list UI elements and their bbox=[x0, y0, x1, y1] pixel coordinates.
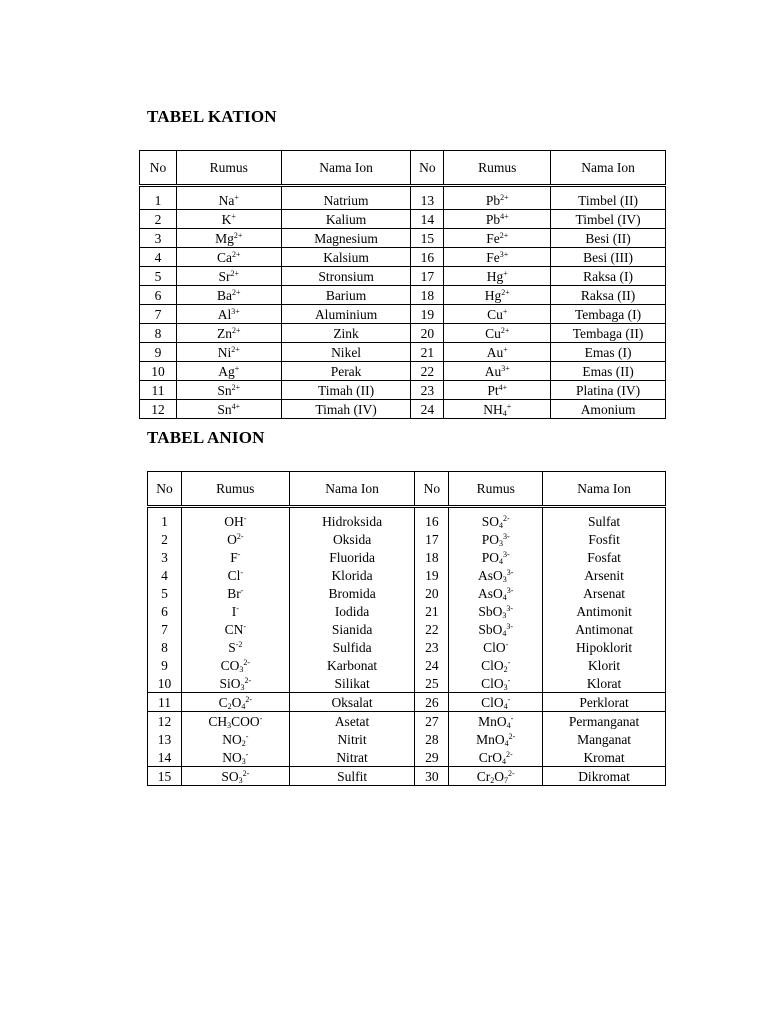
anion-cell-nama-ion: Sulfit bbox=[289, 767, 415, 786]
anion-header-rumus: Rumus bbox=[449, 472, 543, 507]
kation-cell-no: 21 bbox=[411, 343, 444, 362]
anion-cell-nama-ion: Dikromat bbox=[543, 767, 666, 786]
anion-cell-rumus: CrO$_4^{2-}$ bbox=[449, 748, 543, 767]
kation-table-title: TABEL KATION bbox=[147, 107, 277, 126]
anion-cell-rumus: Br- bbox=[181, 584, 289, 602]
table-row bbox=[148, 656, 666, 674]
anion-cell-nama-ion: Klorat bbox=[543, 674, 666, 693]
kation-cell-no: 9 bbox=[140, 343, 177, 362]
kation-table bbox=[139, 150, 666, 419]
kation-cell-nama-ion: Timah (IV) bbox=[281, 400, 411, 419]
kation-cell-no: 14 bbox=[411, 210, 444, 229]
kation-cell-no: 18 bbox=[411, 286, 444, 305]
anion-cell-rumus: $C_2O_4^{2-}$ bbox=[181, 693, 289, 712]
kation-cell-no: 20 bbox=[411, 324, 444, 343]
anion-cell-rumus: $CH_3COO^-$ bbox=[181, 712, 289, 731]
anion-cell-no: 19 bbox=[415, 566, 449, 584]
anion-cell-nama-ion: Klorit bbox=[543, 656, 666, 674]
anion-cell-no: 3 bbox=[148, 548, 182, 566]
table-row bbox=[140, 186, 666, 210]
anion-cell-rumus: ClO$_3$- bbox=[449, 674, 543, 693]
anion-cell-no: 1 bbox=[148, 507, 182, 531]
anion-cell-no: 21 bbox=[415, 602, 449, 620]
kation-cell-rumus: Hg+ bbox=[444, 267, 551, 286]
kation-cell-no: 1 bbox=[140, 186, 177, 210]
anion-cell-rumus: F- bbox=[181, 548, 289, 566]
anion-cell-no: 7 bbox=[148, 620, 182, 638]
kation-cell-nama-ion: Aluminium bbox=[281, 305, 411, 324]
anion-cell-rumus: $SO_3^{2-}$ bbox=[181, 767, 289, 786]
anion-cell-no: 25 bbox=[415, 674, 449, 693]
kation-cell-no: 19 bbox=[411, 305, 444, 324]
kation-cell-nama-ion: Amonium bbox=[551, 400, 666, 419]
table-row bbox=[148, 620, 666, 638]
anion-table bbox=[147, 471, 666, 786]
anion-cell-nama-ion: Bromida bbox=[289, 584, 415, 602]
kation-header-no: No bbox=[140, 151, 177, 186]
kation-cell-rumus: $Au^{3+}$ bbox=[444, 362, 551, 381]
anion-cell-nama-ion: Manganat bbox=[543, 730, 666, 748]
anion-header-no: No bbox=[415, 472, 449, 507]
table-row bbox=[148, 638, 666, 656]
kation-header-no: No bbox=[411, 151, 444, 186]
table-row bbox=[148, 730, 666, 748]
kation-cell-no: 4 bbox=[140, 248, 177, 267]
anion-cell-no: 15 bbox=[148, 767, 182, 786]
anion-cell-nama-ion: Karbonat bbox=[289, 656, 415, 674]
kation-cell-rumus: $Al^{3+}$ bbox=[176, 305, 281, 324]
table-row bbox=[140, 343, 666, 362]
anion-cell-rumus: MnO$_4^{2-}$ bbox=[449, 730, 543, 748]
kation-cell-rumus: $Pt^{4+}$ bbox=[444, 381, 551, 400]
kation-cell-rumus: Au+ bbox=[444, 343, 551, 362]
kation-cell-rumus: $Sr^{2+}$ bbox=[176, 267, 281, 286]
anion-cell-rumus: SbO$_4^{3-}$ bbox=[449, 620, 543, 638]
anion-cell-no: 6 bbox=[148, 602, 182, 620]
kation-cell-no: 13 bbox=[411, 186, 444, 210]
kation-cell-no: 22 bbox=[411, 362, 444, 381]
anion-cell-nama-ion: Permanganat bbox=[543, 712, 666, 731]
anion-header-row bbox=[148, 472, 666, 507]
anion-cell-rumus: $O^{2-}$ bbox=[181, 530, 289, 548]
table-row bbox=[140, 305, 666, 324]
anion-cell-no: 28 bbox=[415, 730, 449, 748]
kation-cell-nama-ion: Raksa (I) bbox=[551, 267, 666, 286]
anion-cell-rumus: $NO_3^-$ bbox=[181, 748, 289, 767]
kation-cell-rumus: Cu+ bbox=[444, 305, 551, 324]
anion-cell-rumus: Cl- bbox=[181, 566, 289, 584]
anion-cell-no: 2 bbox=[148, 530, 182, 548]
anion-cell-nama-ion: Sulfida bbox=[289, 638, 415, 656]
anion-cell-nama-ion: Nitrat bbox=[289, 748, 415, 767]
anion-cell-no: 9 bbox=[148, 656, 182, 674]
anion-cell-nama-ion: Hidroksida bbox=[289, 507, 415, 531]
anion-cell-rumus: $PO_3^{3-}$ bbox=[449, 530, 543, 548]
anion-cell-rumus: CN- bbox=[181, 620, 289, 638]
kation-cell-nama-ion: Emas (II) bbox=[551, 362, 666, 381]
table-row bbox=[148, 674, 666, 693]
kation-cell-rumus: $Pb^{4+}$ bbox=[444, 210, 551, 229]
kation-cell-no: 11 bbox=[140, 381, 177, 400]
kation-cell-no: 15 bbox=[411, 229, 444, 248]
kation-cell-nama-ion: Raksa (II) bbox=[551, 286, 666, 305]
kation-cell-no: 5 bbox=[140, 267, 177, 286]
table-row bbox=[148, 530, 666, 548]
kation-cell-nama-ion: Platina (IV) bbox=[551, 381, 666, 400]
anion-table-title: TABEL ANION bbox=[147, 428, 265, 447]
kation-cell-nama-ion: Barium bbox=[281, 286, 411, 305]
kation-cell-rumus: $NH_4^+$ bbox=[444, 400, 551, 419]
table-row bbox=[140, 267, 666, 286]
kation-cell-rumus: $Fe^{2+}$ bbox=[444, 229, 551, 248]
kation-cell-rumus: $Sn^{2+}$ bbox=[176, 381, 281, 400]
kation-header-nama-ion: Nama Ion bbox=[281, 151, 411, 186]
anion-cell-nama-ion: Sianida bbox=[289, 620, 415, 638]
anion-cell-rumus: ClO$_4$- bbox=[449, 693, 543, 712]
table-row bbox=[148, 712, 666, 731]
kation-cell-rumus: Ag+ bbox=[176, 362, 281, 381]
anion-cell-nama-ion: Fluorida bbox=[289, 548, 415, 566]
table-row bbox=[148, 548, 666, 566]
anion-cell-no: 10 bbox=[148, 674, 182, 693]
table-row bbox=[148, 566, 666, 584]
kation-cell-rumus: Na+ bbox=[176, 186, 281, 210]
anion-cell-no: 23 bbox=[415, 638, 449, 656]
anion-header-no: No bbox=[148, 472, 182, 507]
anion-cell-nama-ion: Arsenit bbox=[543, 566, 666, 584]
kation-cell-rumus: $Fe^{3+}$ bbox=[444, 248, 551, 267]
anion-cell-rumus: $SO_4^{2-}$ bbox=[449, 507, 543, 531]
kation-cell-rumus: $Pb^{2+}$ bbox=[444, 186, 551, 210]
anion-cell-nama-ion: Fosfat bbox=[543, 548, 666, 566]
kation-cell-nama-ion: Kalsium bbox=[281, 248, 411, 267]
anion-cell-no: 11 bbox=[148, 693, 182, 712]
anion-cell-rumus: AsO$_3^{3-}$ bbox=[449, 566, 543, 584]
kation-cell-rumus: $Zn^{2+}$ bbox=[176, 324, 281, 343]
anion-cell-rumus: SbO$_3^{3-}$ bbox=[449, 602, 543, 620]
anion-cell-rumus: SiO$_3^{2-}$ bbox=[181, 674, 289, 693]
table-row bbox=[140, 362, 666, 381]
anion-cell-nama-ion: Fosfit bbox=[543, 530, 666, 548]
anion-cell-rumus: ClO- bbox=[449, 638, 543, 656]
kation-cell-rumus: K+ bbox=[176, 210, 281, 229]
anion-cell-rumus: I- bbox=[181, 602, 289, 620]
table-row bbox=[148, 602, 666, 620]
table-row bbox=[140, 210, 666, 229]
kation-cell-nama-ion: Tembaga (II) bbox=[551, 324, 666, 343]
kation-cell-nama-ion: Stronsium bbox=[281, 267, 411, 286]
kation-cell-no: 10 bbox=[140, 362, 177, 381]
table-row bbox=[140, 248, 666, 267]
kation-cell-nama-ion: Besi (II) bbox=[551, 229, 666, 248]
anion-cell-nama-ion: Klorida bbox=[289, 566, 415, 584]
kation-cell-no: 17 bbox=[411, 267, 444, 286]
kation-cell-no: 2 bbox=[140, 210, 177, 229]
anion-cell-rumus: $S^{-2}$ bbox=[181, 638, 289, 656]
table-row bbox=[140, 381, 666, 400]
anion-cell-rumus: MnO$_4$- bbox=[449, 712, 543, 731]
anion-cell-nama-ion: Antimonit bbox=[543, 602, 666, 620]
table-row bbox=[148, 693, 666, 712]
table-row bbox=[140, 400, 666, 419]
anion-cell-no: 16 bbox=[415, 507, 449, 531]
anion-table-body bbox=[148, 507, 666, 786]
kation-cell-rumus: $Ni^{2+}$ bbox=[176, 343, 281, 362]
anion-cell-no: 29 bbox=[415, 748, 449, 767]
kation-header-row bbox=[140, 151, 666, 186]
kation-cell-no: 23 bbox=[411, 381, 444, 400]
anion-cell-nama-ion: Oksida bbox=[289, 530, 415, 548]
anion-cell-nama-ion: Oksalat bbox=[289, 693, 415, 712]
anion-cell-nama-ion: Nitrit bbox=[289, 730, 415, 748]
anion-cell-no: 30 bbox=[415, 767, 449, 786]
kation-cell-no: 24 bbox=[411, 400, 444, 419]
anion-cell-nama-ion: Kromat bbox=[543, 748, 666, 767]
anion-cell-no: 5 bbox=[148, 584, 182, 602]
kation-cell-no: 8 bbox=[140, 324, 177, 343]
kation-cell-rumus: $Sn^{4+}$ bbox=[176, 400, 281, 419]
kation-cell-nama-ion: Zink bbox=[281, 324, 411, 343]
anion-header-nama-ion: Nama Ion bbox=[543, 472, 666, 507]
anion-cell-no: 14 bbox=[148, 748, 182, 767]
anion-cell-nama-ion: Silikat bbox=[289, 674, 415, 693]
kation-header-nama-ion: Nama Ion bbox=[551, 151, 666, 186]
anion-cell-no: 13 bbox=[148, 730, 182, 748]
kation-cell-no: 3 bbox=[140, 229, 177, 248]
kation-cell-nama-ion: Timah (II) bbox=[281, 381, 411, 400]
kation-cell-nama-ion: Emas (I) bbox=[551, 343, 666, 362]
anion-cell-no: 27 bbox=[415, 712, 449, 731]
table-row bbox=[148, 767, 666, 786]
kation-cell-rumus: $Cu^{2+}$ bbox=[444, 324, 551, 343]
anion-cell-no: 24 bbox=[415, 656, 449, 674]
table-row bbox=[148, 584, 666, 602]
kation-cell-nama-ion: Kalium bbox=[281, 210, 411, 229]
kation-cell-nama-ion: Nikel bbox=[281, 343, 411, 362]
kation-cell-nama-ion: Tembaga (I) bbox=[551, 305, 666, 324]
kation-header-rumus: Rumus bbox=[176, 151, 281, 186]
table-row bbox=[140, 229, 666, 248]
anion-cell-no: 17 bbox=[415, 530, 449, 548]
kation-cell-no: 12 bbox=[140, 400, 177, 419]
table-row bbox=[148, 748, 666, 767]
anion-cell-no: 12 bbox=[148, 712, 182, 731]
anion-cell-rumus: $NO_2^-$ bbox=[181, 730, 289, 748]
anion-header-nama-ion: Nama Ion bbox=[289, 472, 415, 507]
anion-cell-no: 26 bbox=[415, 693, 449, 712]
kation-cell-nama-ion: Timbel (IV) bbox=[551, 210, 666, 229]
anion-cell-no: 8 bbox=[148, 638, 182, 656]
anion-cell-nama-ion: Iodida bbox=[289, 602, 415, 620]
anion-cell-rumus: $Cr_2O_7^{2-}$ bbox=[449, 767, 543, 786]
kation-cell-rumus: $Ca^{2+}$ bbox=[176, 248, 281, 267]
kation-cell-rumus: $Mg^{2+}$ bbox=[176, 229, 281, 248]
kation-table-body bbox=[140, 186, 666, 419]
anion-cell-no: 18 bbox=[415, 548, 449, 566]
kation-cell-nama-ion: Magnesium bbox=[281, 229, 411, 248]
anion-cell-rumus: ClO$_2$- bbox=[449, 656, 543, 674]
kation-cell-no: 16 bbox=[411, 248, 444, 267]
table-row bbox=[140, 286, 666, 305]
anion-cell-rumus: $CO_3^{2-}$ bbox=[181, 656, 289, 674]
table-row bbox=[140, 324, 666, 343]
anion-cell-rumus: AsO$_4^{3-}$ bbox=[449, 584, 543, 602]
kation-cell-nama-ion: Besi (III) bbox=[551, 248, 666, 267]
kation-cell-no: 6 bbox=[140, 286, 177, 305]
anion-header-rumus: Rumus bbox=[181, 472, 289, 507]
table-row bbox=[148, 507, 666, 531]
anion-cell-nama-ion: Perklorat bbox=[543, 693, 666, 712]
anion-cell-rumus: OH- bbox=[181, 507, 289, 531]
kation-header-rumus: Rumus bbox=[444, 151, 551, 186]
anion-cell-nama-ion: Asetat bbox=[289, 712, 415, 731]
anion-cell-no: 20 bbox=[415, 584, 449, 602]
kation-cell-rumus: $Hg^{2+}$ bbox=[444, 286, 551, 305]
anion-cell-rumus: $PO_4^{3-}$ bbox=[449, 548, 543, 566]
kation-cell-nama-ion: Natrium bbox=[281, 186, 411, 210]
anion-cell-no: 22 bbox=[415, 620, 449, 638]
anion-cell-nama-ion: Antimonat bbox=[543, 620, 666, 638]
anion-cell-nama-ion: Hipoklorit bbox=[543, 638, 666, 656]
kation-cell-rumus: $Ba^{2+}$ bbox=[176, 286, 281, 305]
anion-cell-nama-ion: Sulfat bbox=[543, 507, 666, 531]
kation-cell-nama-ion: Timbel (II) bbox=[551, 186, 666, 210]
anion-cell-nama-ion: Arsenat bbox=[543, 584, 666, 602]
anion-cell-no: 4 bbox=[148, 566, 182, 584]
kation-cell-nama-ion: Perak bbox=[281, 362, 411, 381]
kation-cell-no: 7 bbox=[140, 305, 177, 324]
